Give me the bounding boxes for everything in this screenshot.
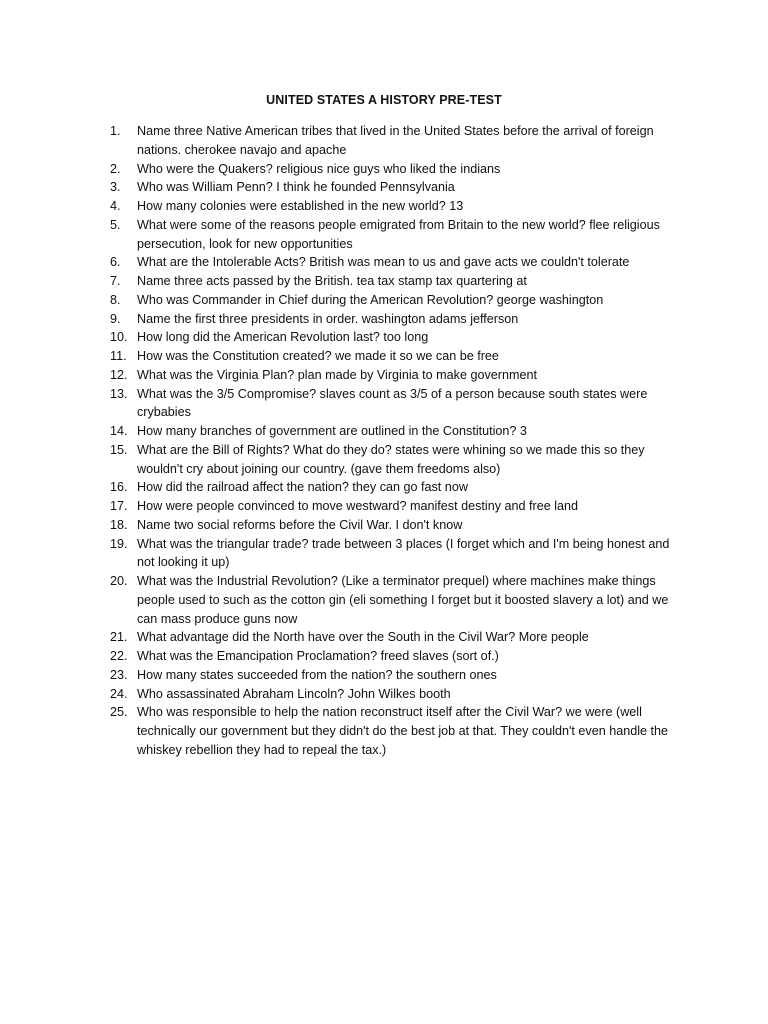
question-item <box>110 385 685 423</box>
question-item <box>110 291 685 310</box>
question-item <box>110 253 685 272</box>
question-number: 7. <box>110 274 121 288</box>
question-number: 14. <box>110 424 128 438</box>
question-text: How many states succeeded from the nation? the southern ones <box>137 667 497 682</box>
question-item <box>110 272 685 291</box>
question-item <box>110 647 685 666</box>
question-number: 16. <box>110 480 128 495</box>
question-text: What was the Virginia Plan? plan made by Virginia to make government <box>137 367 537 382</box>
question-number: 4. <box>110 199 121 213</box>
question-text: How many branches of government are outlined in the Constitution? 3 <box>137 424 527 438</box>
question-item <box>110 328 685 347</box>
question-text: Who was responsible to help the nation reconstruct itself after the Civil War? we were (well technically our government but they didn't do the best job at that. They couldn't even handle the whiskey rebellion they had to repeal the tax.) <box>137 705 669 757</box>
question-number: 24. <box>110 686 128 701</box>
question-number: 19. <box>110 536 128 551</box>
question-number: 23. <box>110 667 128 682</box>
question-item <box>110 572 685 628</box>
question-item <box>110 703 685 759</box>
question-text: What was the triangular trade? trade between 3 places (I forget which and I'm being honest and not looking it up) <box>137 536 670 570</box>
question-text: Who assassinated Abraham Lincoln? John Wilkes booth <box>137 686 451 701</box>
question-text: What were some of the reasons people emigrated from Britain to the new world? flee religious persecution, look for new opportunities <box>137 217 660 251</box>
question-text: How was the Constitution created? we made it so we can be free <box>137 349 499 363</box>
question-text: Name three acts passed by the British. tea tax stamp tax quartering at <box>137 274 527 288</box>
question-item <box>110 685 685 704</box>
question-item <box>110 216 685 254</box>
question-item <box>110 366 685 385</box>
question-number: 20. <box>110 574 128 588</box>
question-number: 3. <box>110 180 121 195</box>
question-item <box>110 478 685 497</box>
question-number: 25. <box>110 705 128 720</box>
question-number: 9. <box>110 311 121 326</box>
question-text: Name the first three presidents in order. washington adams jefferson <box>137 311 519 326</box>
question-number: 22. <box>110 649 128 663</box>
question-item <box>110 178 685 197</box>
question-text: Who were the Quakers? religious nice guys who liked the indians <box>137 161 501 176</box>
question-number: 12. <box>110 367 128 382</box>
question-number: 6. <box>110 255 121 270</box>
question-text: What was the Emancipation Proclamation? freed slaves (sort of.) <box>137 649 499 663</box>
question-number: 10. <box>110 330 128 345</box>
question-text: How many colonies were established in the new world? 13 <box>137 199 464 213</box>
question-list <box>110 122 685 760</box>
question-item <box>110 441 685 479</box>
question-number: 15. <box>110 442 128 457</box>
question-text: Name three Native American tribes that lived in the United States before the arrival of foreign nations. cherokee navajo and apache <box>137 124 654 157</box>
question-item <box>110 310 685 329</box>
document-title: UNITED STATES A HISTORY PRE-TEST <box>266 93 502 107</box>
question-text: Who was William Penn? I think he founded Pennsylvania <box>137 180 455 195</box>
question-item <box>110 628 685 647</box>
question-text: What are the Intolerable Acts? British was mean to us and gave acts we couldn't tolerate <box>137 255 630 270</box>
question-number: 13. <box>110 386 128 401</box>
question-item <box>110 197 685 216</box>
question-item <box>110 160 685 179</box>
question-item <box>110 666 685 685</box>
question-text: Who was Commander in Chief during the American Revolution? george washington <box>137 292 604 307</box>
question-number: 21. <box>110 630 128 645</box>
question-number: 5. <box>110 217 121 232</box>
question-item <box>110 535 685 573</box>
question-text: How did the railroad affect the nation? they can go fast now <box>137 480 468 495</box>
question-item <box>110 347 685 366</box>
question-number: 1. <box>110 124 121 138</box>
question-text: What are the Bill of Rights? What do they do? states were whining so we made this so they wouldn't cry about joining our country. (gave them freedoms also) <box>137 442 645 476</box>
question-text: What was the Industrial Revolution? (Like a terminator prequel) where machines make things people used to such as the cotton gin (eli something I forget but it boosted slavery a lot) and we can mass produce guns now <box>137 574 669 626</box>
question-item <box>110 516 685 535</box>
question-number: 17. <box>110 499 128 513</box>
question-text: How were people convinced to move westward? manifest destiny and free land <box>137 499 579 513</box>
question-text: How long did the American Revolution last? too long <box>137 330 429 345</box>
question-text: What advantage did the North have over the South in the Civil War? More people <box>137 630 589 645</box>
question-number: 11. <box>110 349 127 363</box>
question-number: 8. <box>110 292 121 307</box>
question-item <box>110 497 685 516</box>
question-item <box>110 422 685 441</box>
question-text: Name two social reforms before the Civil War. I don't know <box>137 517 463 532</box>
question-text: What was the 3/5 Compromise? slaves count as 3/5 of a person because south states were crybabies <box>137 386 648 420</box>
question-number: 18. <box>110 517 128 532</box>
question-item <box>110 122 685 160</box>
question-number: 2. <box>110 161 121 176</box>
